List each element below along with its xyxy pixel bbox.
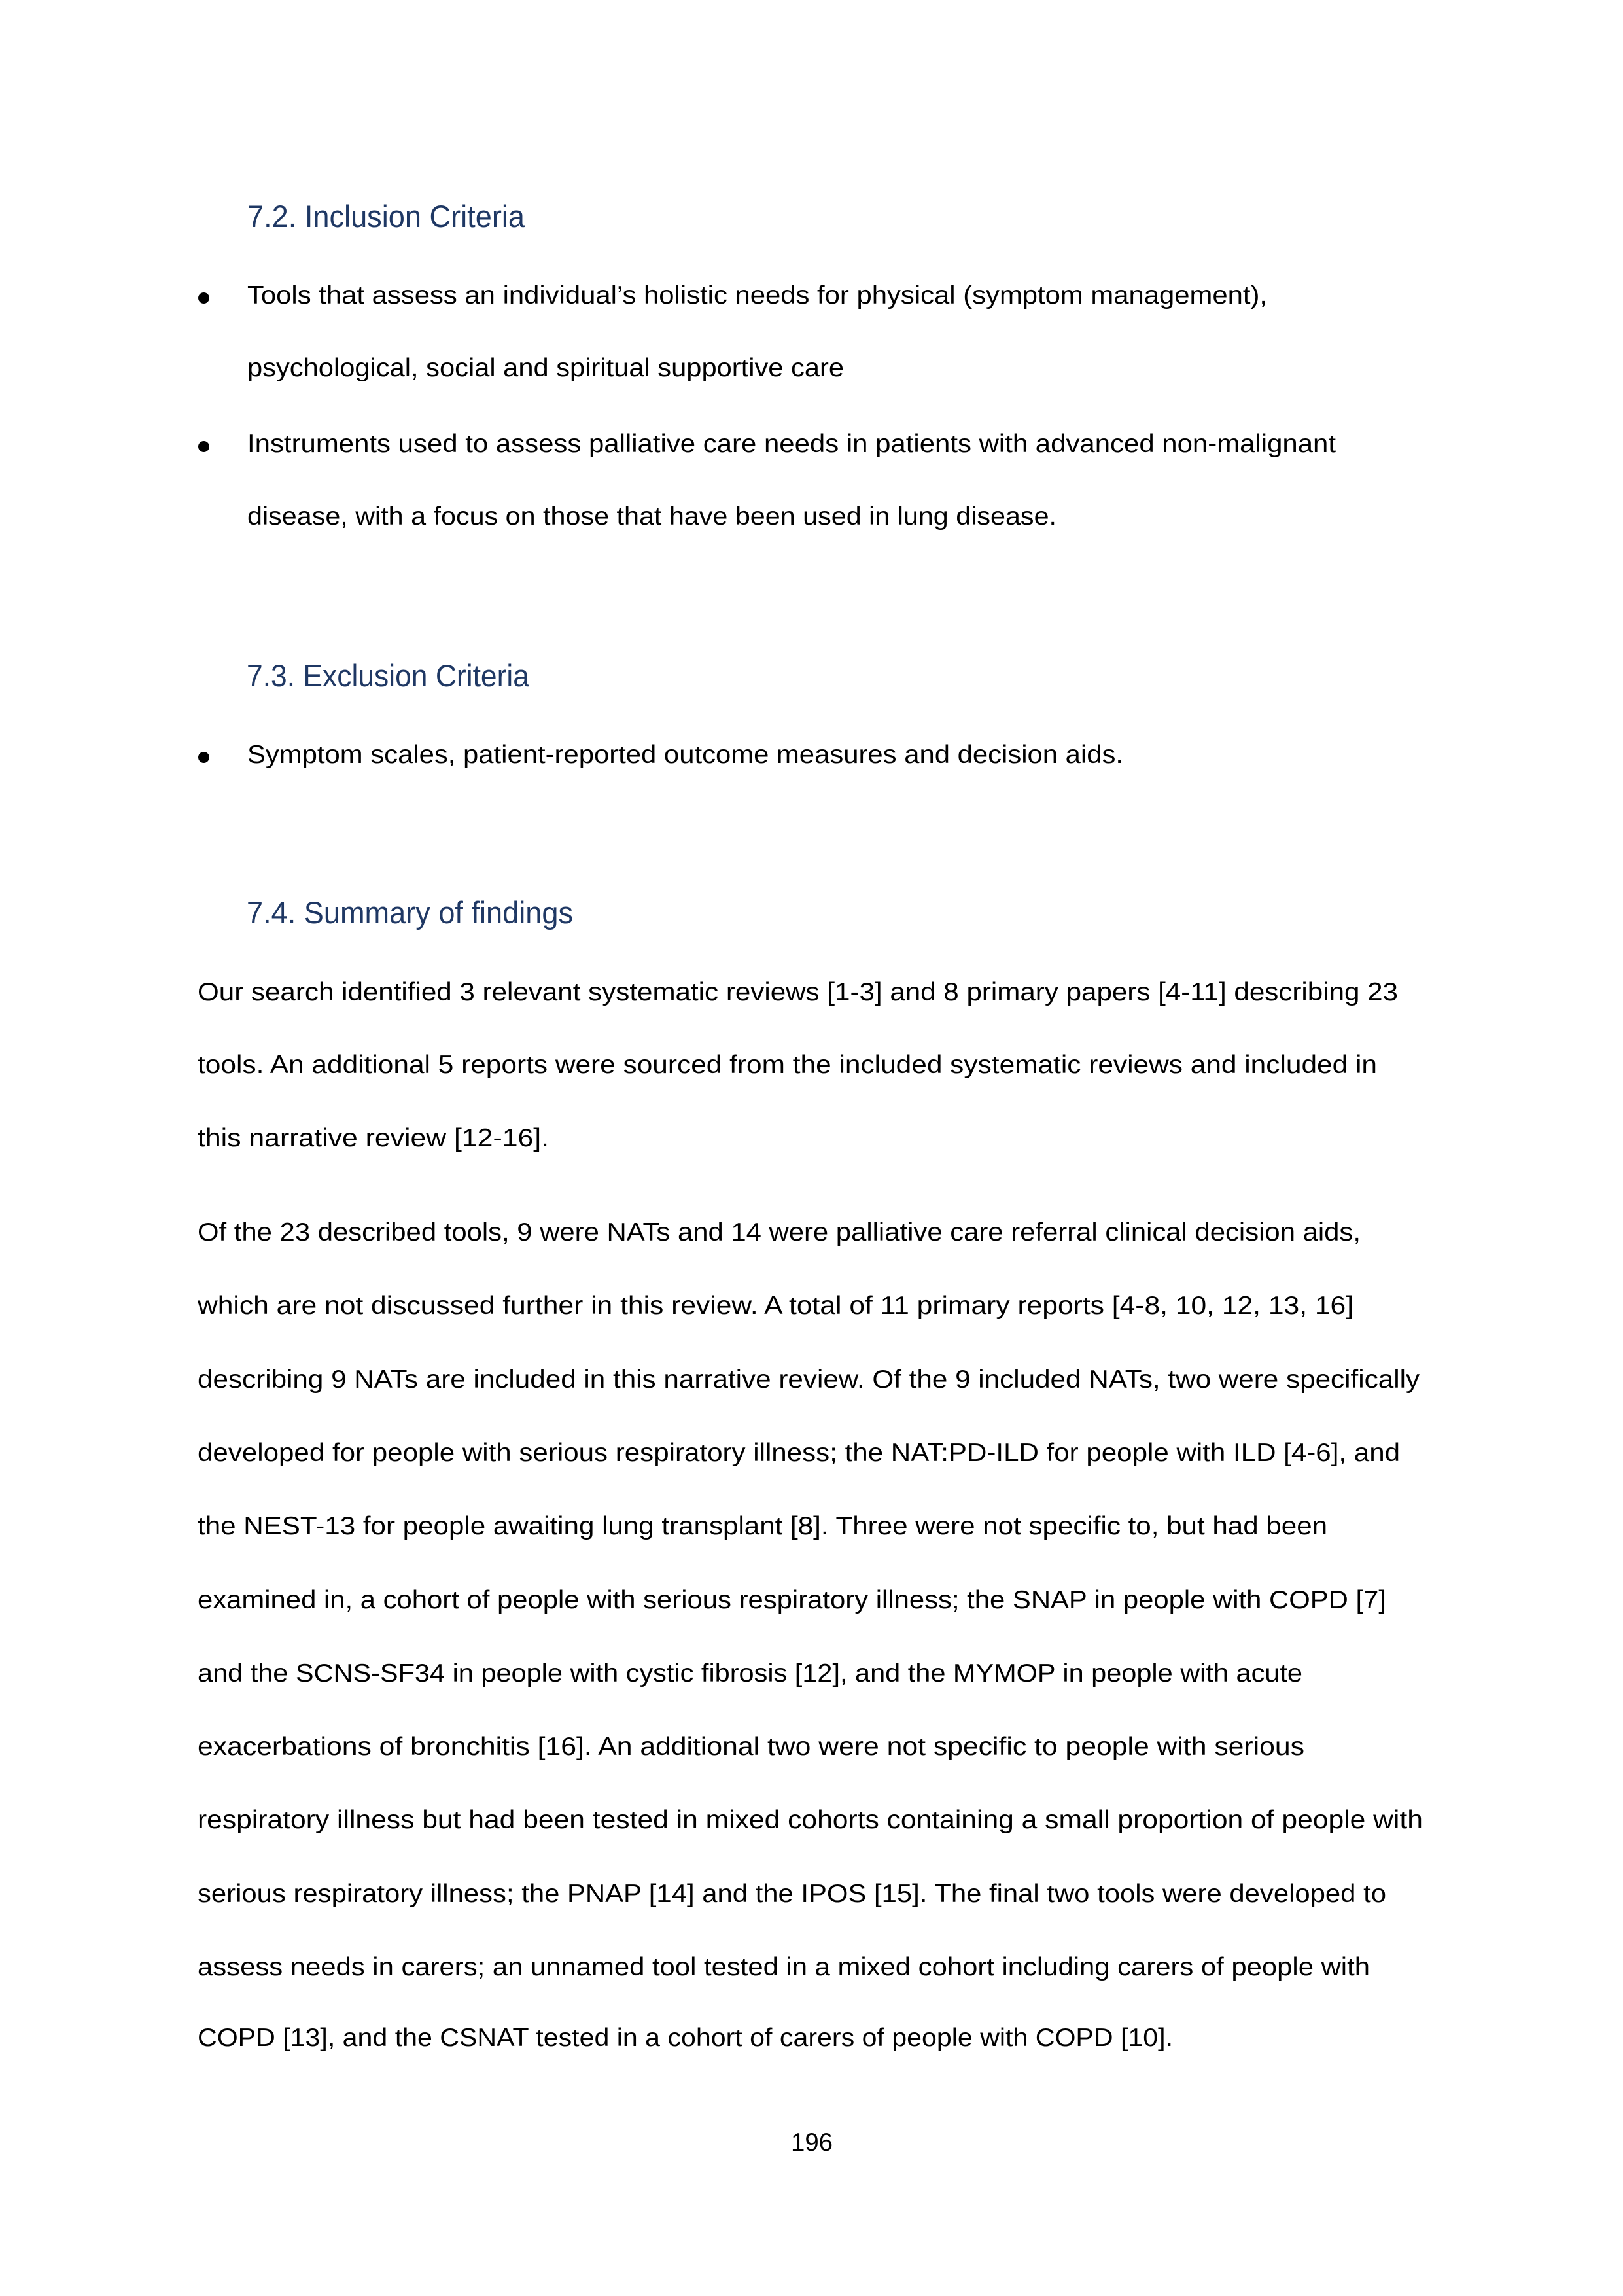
summary-paragraph-1-line-2: tools. An additional 5 reports were sourced from the included systematic reviews and included in	[198, 1051, 1378, 1080]
summary-paragraph-1-line-1: Our search identified 3 relevant systematic reviews [1-3] and 8 primary papers [4-11] describing 23	[198, 978, 1398, 1007]
summary-paragraph-2-line-9: respiratory illness but had been tested in mixed cohorts containing a small proportion of people with	[198, 1806, 1423, 1835]
summary-paragraph-2-line-1: Of the 23 described tools, 9 were NATs and 14 were palliative care referral clinical decision aids,	[198, 1218, 1361, 1247]
inclusion-bullet-2-line-2: disease, with a focus on those that have been used in lung disease.	[247, 503, 1057, 531]
inclusion-bullet-1-line-1: Tools that assess an individual’s holistic needs for physical (symptom management),	[247, 281, 1268, 310]
summary-paragraph-2-line-12: COPD [13], and the CSNAT tested in a cohort of carers of people with COPD [10].	[198, 2024, 1174, 2053]
summary-paragraph-2-line-5: the NEST-13 for people awaiting lung transplant [8]. Three were not specific to, but had been	[198, 1512, 1328, 1541]
section-heading-inclusion: 7.2. Inclusion Criteria	[247, 199, 525, 234]
bullet-icon	[198, 441, 209, 452]
summary-paragraph-2-line-8: exacerbations of bronchitis [16]. An additional two were not specific to people with serious	[198, 1733, 1304, 1761]
section-heading-exclusion: 7.3. Exclusion Criteria	[247, 658, 529, 694]
summary-paragraph-1-line-3: this narrative review [12-16].	[198, 1124, 550, 1153]
summary-paragraph-2-line-2: which are not discussed further in this review. A total of 11 primary reports [4-8, 10, 12, 13, 16]	[198, 1292, 1354, 1320]
page-number: 196	[791, 2128, 833, 2157]
summary-paragraph-2-line-7: and the SCNS-SF34 in people with cystic fibrosis [12], and the MYMOP in people with acute	[198, 1659, 1302, 1688]
inclusion-bullet-2-line-1: Instruments used to assess palliative care needs in patients with advanced non-malignant	[247, 430, 1336, 459]
inclusion-bullet-1-line-2: psychological, social and spiritual supportive care	[247, 354, 845, 383]
bullet-icon	[198, 752, 209, 763]
exclusion-bullet-1-line-1: Symptom scales, patient-reported outcome measures and decision aids.	[247, 741, 1124, 769]
summary-paragraph-2-line-3: describing 9 NATs are included in this narrative review. Of the 9 included NATs, two were specifically	[198, 1366, 1420, 1394]
section-heading-summary: 7.4. Summary of findings	[247, 895, 574, 930]
summary-paragraph-2-line-4: developed for people with serious respiratory illness; the NAT:PD-ILD for people with ILD [4-6], and	[198, 1439, 1401, 1468]
bullet-icon	[198, 292, 209, 304]
summary-paragraph-2-line-10: serious respiratory illness; the PNAP [14] and the IPOS [15]. The final two tools were developed to	[198, 1880, 1386, 1909]
summary-paragraph-2-line-6: examined in, a cohort of people with serious respiratory illness; the SNAP in people with COPD [7]	[198, 1586, 1386, 1615]
summary-paragraph-2-line-11: assess needs in carers; an unnamed tool tested in a mixed cohort including carers of people with	[198, 1953, 1370, 1982]
